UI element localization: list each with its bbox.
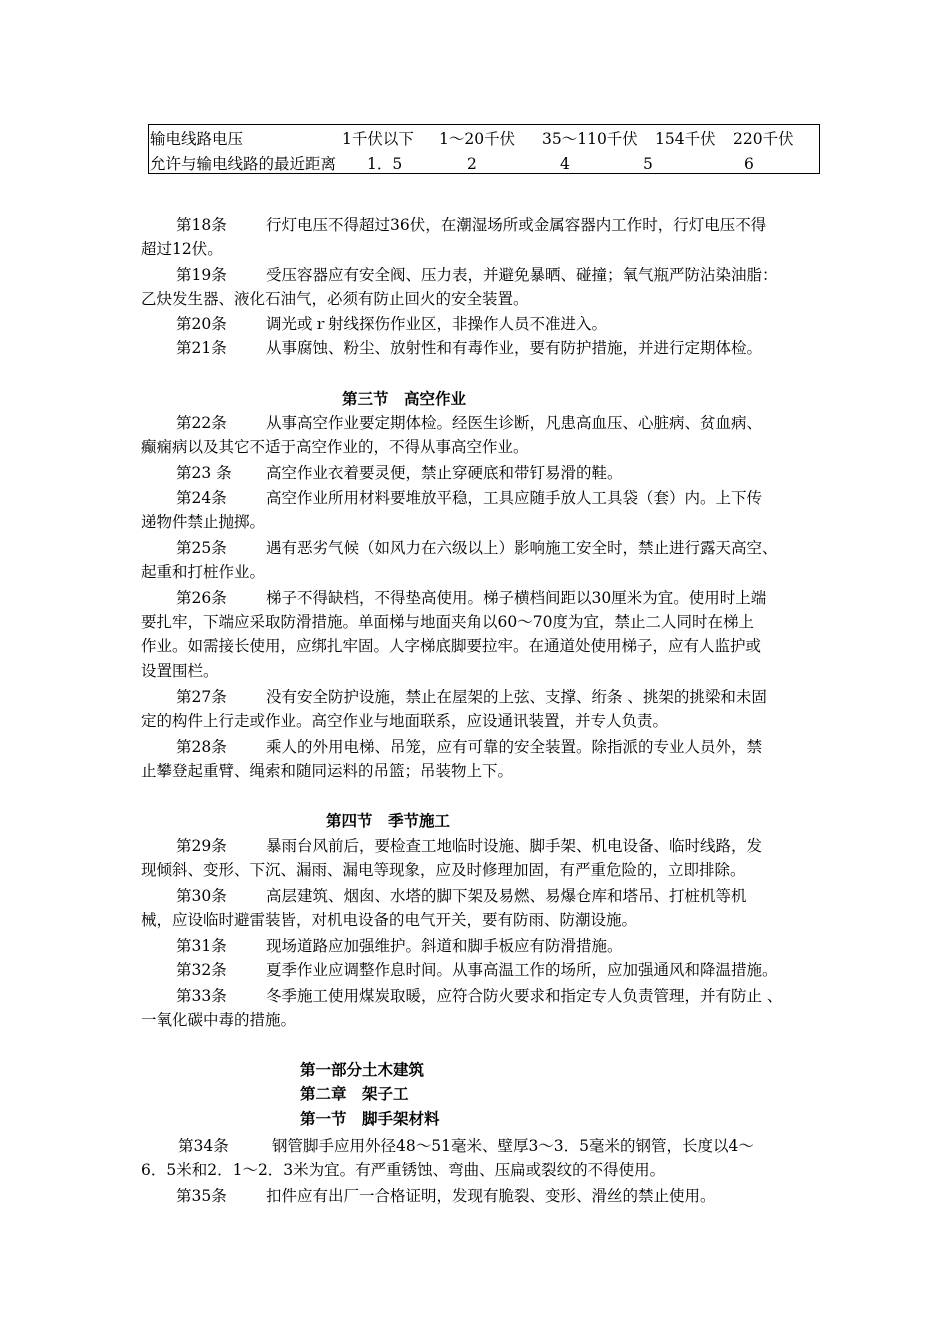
article-text: 高层建筑、烟囱、水塔的脚下架及易燃、易爆仓库和塔吊、打桩机等机: [266, 887, 747, 905]
article-text: 梯子不得缺档，不得垫高使用。梯子横档间距以30厘米为宜。使用时上端: [266, 589, 767, 607]
table-row2-value: 4: [560, 155, 570, 173]
article-number: 第27条: [176, 688, 227, 706]
section-heading: 第四节 季节施工: [326, 811, 451, 830]
article-number: 第29条: [176, 837, 227, 855]
table-row1-value: 220千伏: [733, 130, 794, 148]
article-continuation: 械，应设临时避雷装皆，对机电设备的电气开关，要有防雨、防潮设施。: [141, 911, 638, 929]
article-text: 乘人的外用电梯、吊笼，应有可靠的安全装置。除指派的专业人员外，禁: [266, 738, 763, 756]
article-text: 从事高空作业要定期体检。经医生诊断，凡患高血压、心脏病、贫血病、: [266, 414, 763, 432]
article-continuation: 递物件禁止抛掷。: [141, 513, 266, 531]
article-text: 暴雨台风前后，要检查工地临时设施、脚手架、机电设备、临时线路，发: [266, 837, 763, 855]
article-text: 高空作业衣着要灵便，禁止穿硬底和带钉易滑的鞋。: [266, 464, 623, 482]
article-text: 遇有恶劣气候（如风力在六级以上）影响施工安全时，禁止进行露天高空、: [266, 539, 778, 557]
table-row2-value: 2: [467, 155, 477, 173]
article-text: 钢管脚手应用外径48～51毫米、壁厚3～3．5毫米的钢管，长度以4～: [272, 1137, 754, 1155]
article-number: 第30条: [176, 887, 227, 905]
voltage-distance-table: [148, 124, 820, 174]
table-row2-value: 6: [744, 155, 754, 173]
article-continuation: 要扎牢，下端应采取防滑措施。单面梯与地面夹角以60～70度为宜，禁止二人同时在梯上: [141, 613, 754, 631]
article-continuation: 起重和打桩作业。: [141, 563, 266, 581]
article-text: 现场道路应加强维护。斜道和脚手板应有防滑措施。: [266, 937, 623, 955]
article-number: 第28条: [176, 738, 227, 756]
section-heading: 第二章 架子工: [300, 1084, 409, 1103]
article-continuation: 一氧化碳中毒的措施。: [141, 1011, 297, 1029]
table-row1-value: 154千伏: [655, 130, 716, 148]
article-continuation: 现倾斜、变形、下沉、漏雨、漏电等现象，应及时修理加固，有严重危险的，立即排除。: [141, 861, 746, 879]
article-text: 行灯电压不得超过36伏，在潮湿场所或金属容器内工作时，行灯电压不得: [266, 216, 767, 234]
article-text: 夏季作业应调整作息时间。从事高温工作的场所，应加强通风和降温措施。: [266, 961, 778, 979]
article-text: 从事腐蚀、粉尘、放射性和有毒作业，要有防护措施，并进行定期体检。: [266, 339, 763, 357]
article-number: 第35条: [176, 1187, 227, 1205]
table-row2-value: 5: [643, 155, 653, 173]
table-row1-value: 1～20千伏: [439, 130, 516, 148]
article-text: 高空作业所用材料要堆放平稳，工具应随手放人工具袋（套）内。上下传: [266, 489, 763, 507]
section-heading: 第三节 高空作业: [342, 389, 467, 408]
article-continuation: 止攀登起重臂、绳索和随同运料的吊篮；吊装物上下。: [141, 762, 514, 780]
table-row2-label: 允许与输电线路的最近距离: [150, 155, 337, 173]
article-continuation: 6．5米和2．1～2．3米为宜。有严重锈蚀、弯曲、压扁或裂纹的不得使用。: [141, 1161, 666, 1179]
article-number: 第18条: [176, 216, 227, 234]
article-continuation: 作业。如需接长使用，应绑扎牢固。人字梯底脚要拉牢。在通道处使用梯子，应有人监护或: [141, 637, 762, 655]
section-heading: 第一节 脚手架材料: [300, 1109, 440, 1128]
table-row1-value: 1千伏以下: [342, 130, 414, 148]
article-number: 第23 条: [176, 464, 232, 482]
article-number: 第31条: [176, 937, 227, 955]
article-text: 扣件应有出厂一合格证明，发现有脆裂、变形、滑丝的禁止使用。: [266, 1187, 716, 1205]
article-number: 第32条: [176, 961, 227, 979]
table-row1-label: 输电线路电压: [150, 130, 244, 148]
article-number: 第21条: [176, 339, 227, 357]
article-number: 第20条: [176, 315, 227, 333]
article-number: 第22条: [176, 414, 227, 432]
article-continuation: 乙炔发生器、液化石油气，必须有防止回火的安全装置。: [141, 290, 529, 308]
article-number: 第33条: [176, 987, 227, 1005]
section-heading: 第一部分土木建筑: [300, 1060, 425, 1079]
article-number: 第19条: [176, 266, 227, 284]
article-number: 第24条: [176, 489, 227, 507]
article-number: 第26条: [176, 589, 227, 607]
article-continuation: 超过12伏。: [141, 240, 223, 258]
article-text: 调光或ｒ射线探伤作业区，非操作人员不准进入。: [266, 315, 608, 333]
article-text: 没有安全防护设施，禁止在屋架的上弦、支撑、绗条 、挑架的挑梁和未固: [266, 688, 767, 706]
article-text: 受压容器应有安全阀、压力表，并避免暴晒、碰撞；氧气瓶严防沾染油脂：: [266, 266, 778, 284]
article-continuation: 设置围栏。: [141, 662, 219, 680]
article-continuation: 定的构件上行走或作业。高空作业与地面联系，应设通讯装置，并专人负责。: [141, 712, 669, 730]
article-number: 第34条: [178, 1137, 229, 1155]
table-row2-value: 1．5: [367, 155, 403, 173]
article-continuation: 癫痫病以及其它不适于高空作业的，不得从事高空作业。: [141, 438, 529, 456]
table-row1-value: 35～110千伏: [542, 130, 638, 148]
article-text: 冬季施工使用煤炭取暖，应符合防火要求和指定专人负责管理，并有防止 、: [266, 987, 783, 1005]
article-number: 第25条: [176, 539, 227, 557]
